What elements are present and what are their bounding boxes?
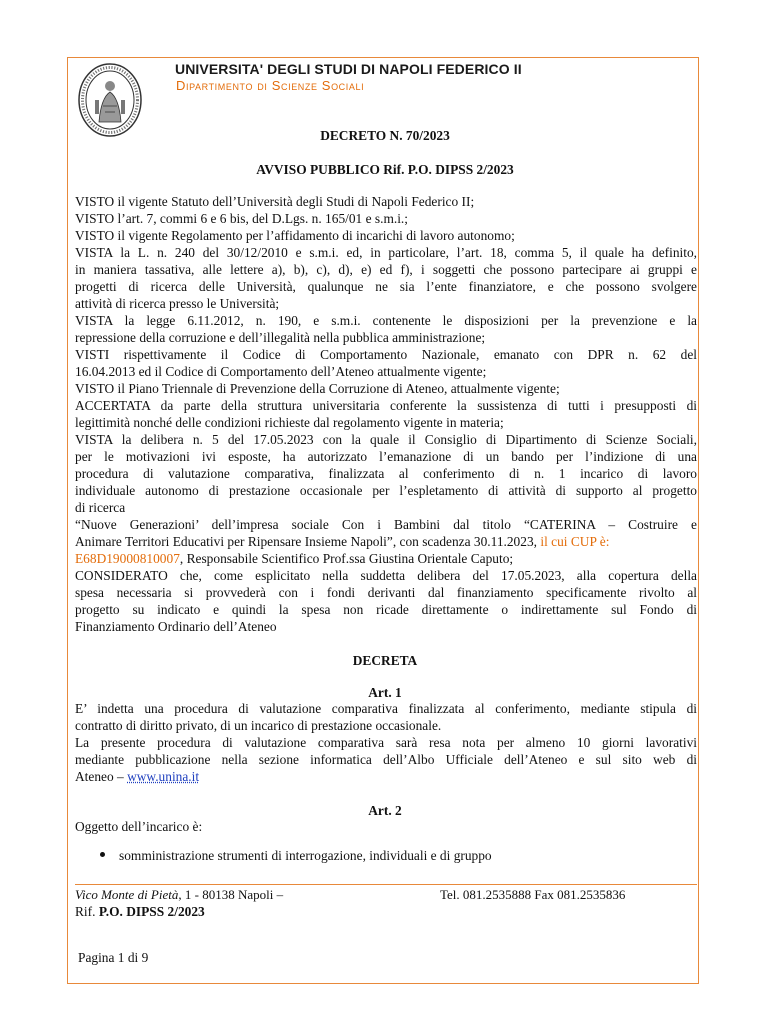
footer-divider	[75, 884, 697, 885]
footer-address-street: Vico Monte di Pietà	[75, 887, 179, 902]
preamble-line: progetti di ricerca delle Università, qualunque ne sia l’ente finanziatore, e che possono svolgere	[75, 279, 697, 294]
art1-last-line	[75, 768, 199, 785]
art1-heading: Art. 1	[368, 685, 402, 700]
preamble-line: VISTO il vigente Regolamento per l’affidamento di incarichi di lavoro autonomo;	[75, 228, 515, 243]
department-name: Dipartimento di Scienze Sociali	[176, 78, 365, 93]
preamble-line: individuale autonomo di prestazione occasionale per l’espletamento di attività di supporto al progetto	[75, 483, 697, 498]
preamble-line: VISTA la delibera n. 5 del 17.05.2023 con la quale il Consiglio di Dipartimento di Scienze Sociali,	[75, 432, 697, 447]
considerato-line: CONSIDERATO che, come esplicitato nella suddetta delibera del 17.05.2023, alla copertura della	[75, 568, 697, 583]
project-title-line	[75, 533, 609, 550]
footer-ref-code: P.O. DIPSS 2/2023	[98, 904, 205, 919]
preamble-line: VISTA la L. n. 240 del 30/12/2010 e s.m.i. ed, in particolare, l’art. 18, comma 5, il quale ha definito,	[75, 245, 697, 260]
preamble-line: 16.04.2013 ed il Codice di Comportamento dell’Ateneo attualmente vigente;	[75, 364, 487, 379]
preamble-line: legittimità nonché delle condizioni richieste dal regolamento vigente in materia;	[75, 415, 504, 430]
considerato-line: spesa necessaria si provvederà con i fondi derivanti dal finanziamento specificamente rivolto al	[75, 585, 697, 600]
preamble-line: di ricerca	[75, 500, 126, 515]
notice-title: AVVISO PUBBLICO Rif. P.O. DIPSS 2/2023	[256, 162, 514, 177]
art1-last-prefix: Ateneo –	[75, 769, 128, 784]
cup-intro: il cui CUP è:	[540, 534, 610, 549]
cup-rest: , Responsabile Scientifico Prof.ssa Giustina Orientale Caputo;	[179, 551, 514, 566]
art2-heading: Art. 2	[368, 803, 402, 818]
footer-ref-prefix: Rif.	[75, 904, 99, 919]
preamble-line: “Nuove Generazioni’ dell’impresa sociale Con i Bambini dal titolo “CATERINA – Costruire e	[75, 517, 697, 532]
art1-line: E’ indetta una procedura di valutazione comparativa finalizzata al conferimento, mediante stipula di	[75, 701, 697, 716]
project-title-text: Animare Territori Educativi per Ripensare Insieme Napoli”, con scadenza 30.11.2023,	[75, 534, 537, 549]
cup-line	[75, 550, 513, 567]
footer-reference	[75, 903, 205, 920]
page-number: Pagina 1 di 9	[78, 950, 149, 965]
art1-line: mediante pubblicazione nella sezione informatica dell’Albo Ufficiale dell’Ateneo e sul sito web di	[75, 752, 697, 767]
footer-address	[75, 886, 283, 903]
preamble-line: ACCERTATA da parte della struttura universitaria conferente la sussistenza di tutti i presupposti di	[75, 398, 697, 413]
unina-website-link[interactable]: www.unina.it	[127, 769, 200, 784]
preamble-line: attività di ricerca presso le Università;	[75, 296, 280, 311]
decreta-heading: DECRETA	[352, 653, 418, 668]
art2-intro: Oggetto dell’incarico è:	[75, 819, 203, 834]
footer-address-rest: , 1 - 80138 Napoli –	[178, 887, 284, 902]
considerato-line: Finanziamento Ordinario dell’Ateneo	[75, 619, 277, 634]
preamble-line: VISTA la legge 6.11.2012, n. 190, e s.m.i. contenente le disposizioni per la prevenzione e la	[75, 313, 697, 328]
bullet-icon	[100, 852, 105, 857]
art1-line: La presente procedura di valutazione comparativa sarà resa nota per almeno 10 giorni lavorativi	[75, 735, 697, 750]
art1-line: contratto di diritto privato, di un incarico di prestazione occasionale.	[75, 718, 442, 733]
preamble-line: repressione della corruzione e dell’illegalità nella pubblica amministrazione;	[75, 330, 486, 345]
art2-bullet-item: somministrazione strumenti di interrogazione, individuali e di gruppo	[119, 848, 492, 863]
preamble-line: per le motivazioni ivi esposte, ha autorizzato l’emanazione di un bando per l’indizione di una	[75, 449, 697, 464]
considerato-line: progetto su indicato e quindi la spesa non ricade direttamente o indirettamente sul Fondo di	[75, 602, 697, 617]
preamble-line: VISTI rispettivamente il Codice di Comportamento Nazionale, emanato con DPR n. 62 del	[75, 347, 697, 362]
preamble-line: VISTO il vigente Statuto dell’Università degli Studi di Napoli Federico II;	[75, 194, 475, 209]
cup-code: E68D19000810007	[75, 551, 180, 566]
preamble-line: procedura di valutazione comparativa, finalizzata al conferimento di n. 1 incarico di lavoro	[75, 466, 697, 481]
footer-phone-fax: Tel. 081.2535888 Fax 081.2535836	[440, 887, 626, 902]
preamble-line: VISTO il Piano Triennale di Prevenzione della Corruzione di Ateneo, attualmente vigente;	[75, 381, 560, 396]
preamble-line: VISTO l’art. 7, commi 6 e 6 bis, del D.Lgs. n. 165/01 e s.m.i.;	[75, 211, 409, 226]
decree-number: DECRETO N. 70/2023	[320, 128, 450, 143]
university-name: UNIVERSITA' DEGLI STUDI DI NAPOLI FEDERICO II	[175, 61, 522, 77]
preamble-line: in maniera tassativa, alle lettere a), b), c), d), e) ed f), i soggetti che possono partecipare ai gruppi e	[75, 262, 697, 277]
